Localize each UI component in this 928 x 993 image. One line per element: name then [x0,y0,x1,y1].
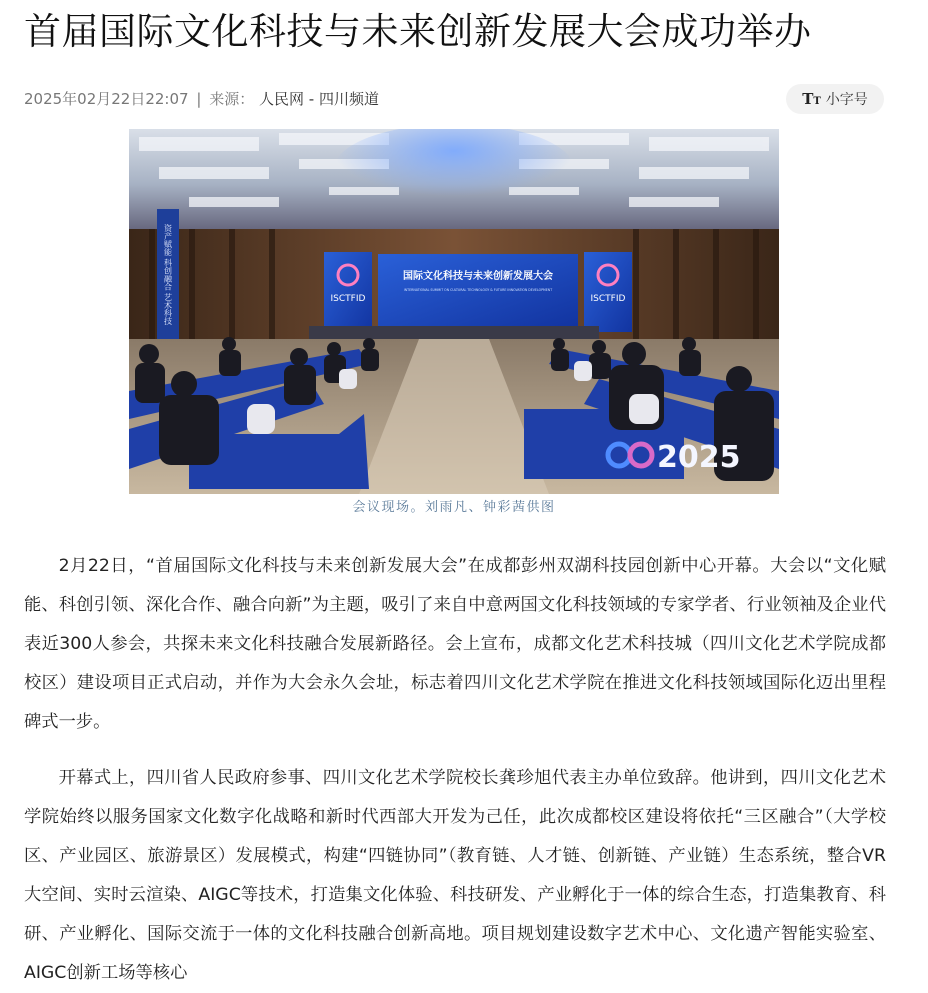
meta-separator: | [196,90,202,108]
conference-photo [129,129,779,494]
source-link[interactable]: 人民网 - 四川频道 [259,90,379,108]
article-paragraph: 2月22日，“首届国际文化科技与未来创新发展大会”在成都彭州双湖科技园创新中心开幕。大会以“文化赋能、科创引领、深化合作、融合向新”为主题，吸引了来自中意两国文化科技领域的专家学者、行业领袖及企业代表近300人参会，共探未来文化科技融合发展新路径。会上宣布，成都文化艺术科技城（四川文化艺术学院成都校区）建设项目正式启动，并作为大会永久会址，标志着四川文化艺术学院在推进文化科技领域国际化迈出里程碑式一步。 [24,556,886,732]
font-size-toggle-label: 小字号 [825,92,868,108]
main-screen-subtitle: INTERNATIONAL SUMMIT ON CULTURAL TECHNOLOGY & FUTURE INNOVATION DEVELOPMENT [403,288,553,292]
source-label: 来源： [209,90,255,108]
photo-caption: 会议现场。刘雨凡、钟彩茜供图 [352,500,556,515]
article-meta [24,88,379,110]
year-logo-text: 2025 [657,440,741,475]
font-size-icon: TT [802,90,821,108]
article-title: 首届国际文化科技与未来创新发展大会成功举办 [24,10,812,53]
font-size-toggle-button[interactable] [786,84,884,114]
left-banner-text: 资产赋能 科创融合 艺术科技 [163,224,173,326]
main-screen-title: 国际文化科技与未来创新发展大会 [403,271,553,282]
side-screen-logo-right: ISCTFID [590,294,626,304]
article-paragraph: 开幕式上，四川省人民政府参事、四川文化艺术学院校长龚珍旭代表主办单位致辞。他讲到，四川文化艺术学院始终以服务国家文化数字化战略和新时代西部大开发为己任，此次成都校区建设将依托“三区融合”（大学校区、产业园区、旅游景区）发展模式，构建“四链协同”（教育链、人才链、创新链、产业链）生态系统，整合VR大空间、实时云渲染、AIGC等技术，打造集文化体验、科技研发、产业孵化于一体的综合生态，打造集教育、科研、产业孵化、国际交流于一体的文化科技融合创新高地。项目规划建设数字艺术中心、文化遗产智能实验室、AIGC创新工场等核心 [24,768,886,983]
publish-date: 2025年02月22日22:07 [24,90,189,108]
side-screen-logo-left: ISCTFID [330,294,366,304]
